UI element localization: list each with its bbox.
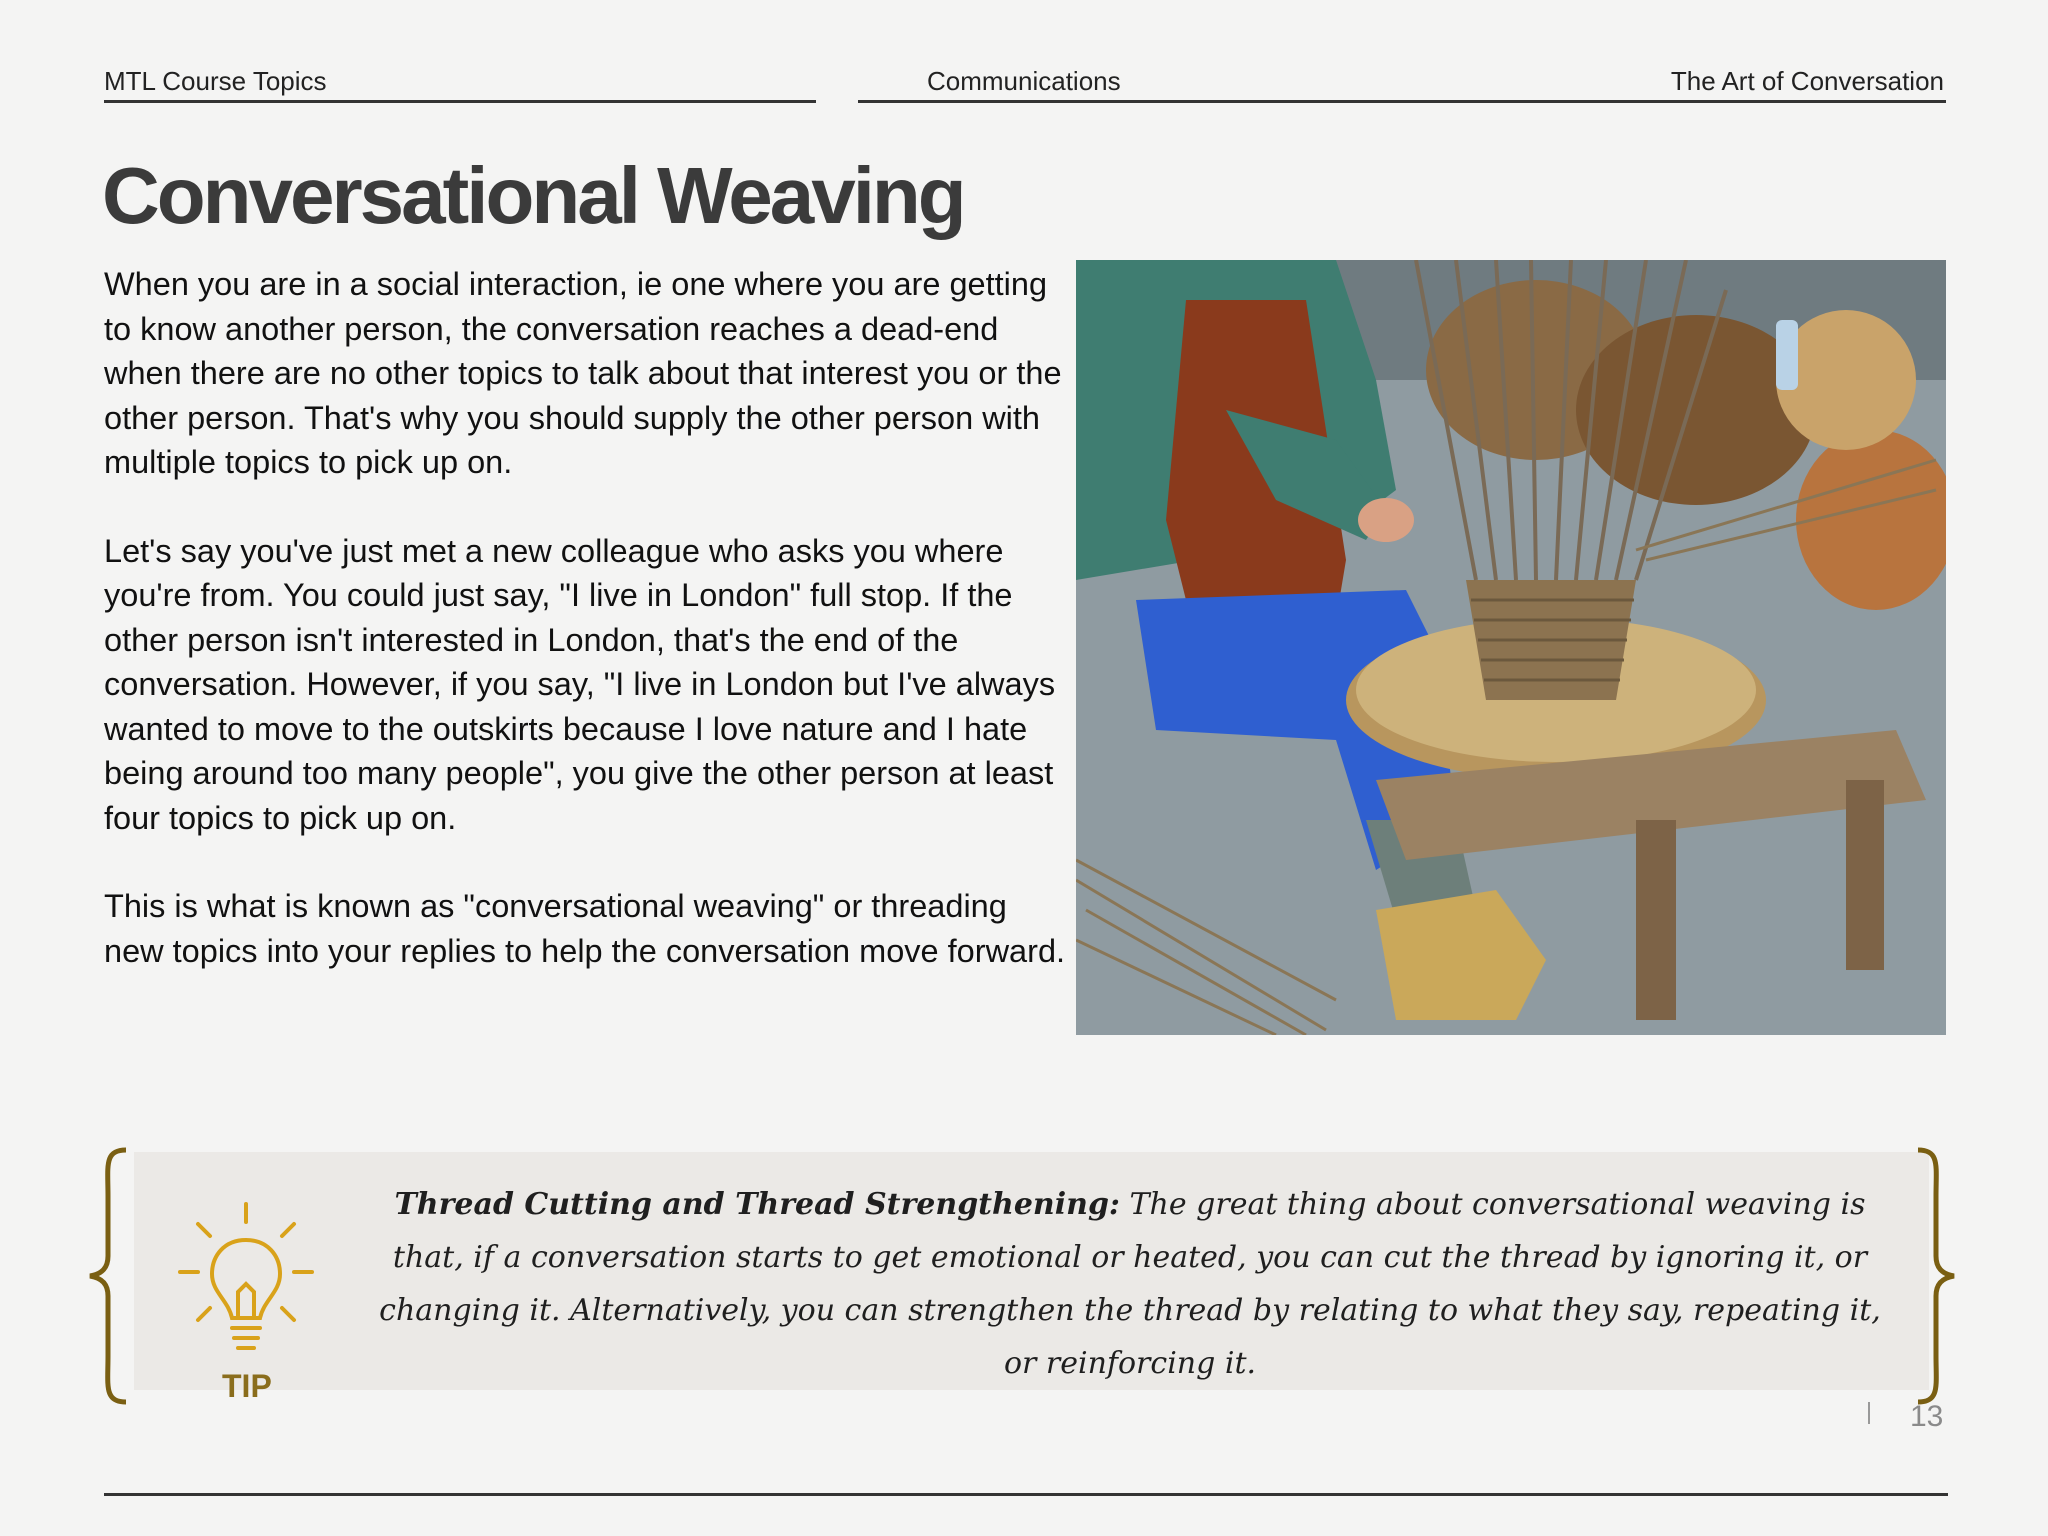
tip-body: The great thing about conversational weaving is that, if a conversation starts to get emotional or heated, you can cut the thread by ignoring it, or changing it. Alternatively, you can strengthen the thread by relating to what they say, repeating it, or reinforcing it. <box>379 1187 1881 1381</box>
header-chapter: The Art of Conversation <box>1670 66 1944 96</box>
paragraph-1: When you are in a social interaction, ie one where you are getting to know another person, the conversation reaches a dead-end when there are no other topics to talk about that interest you or the other person. That's why you should supply the other person with multiple topics to pick up on. <box>104 266 1062 480</box>
tip-heading: Thread Cutting and Thread Strengthening: <box>394 1187 1120 1222</box>
page-title: Conversational Weaving <box>102 151 964 240</box>
paragraph-3: This is what is known as "conversational weaving" or threading new topics into your replies to help the conversation move forward. <box>104 888 1066 969</box>
paragraph-2: Let's say you've just met a new colleague who asks you where you're from. You could just say, "I live in London" full stop. If the other person isn't interested in London, that's the end of the conversation. However, if you say, "I live in London but I've always wanted to move to the outskirts because I love nature and I hate being around too many people", you give the other person at least four topics to pick up on. <box>104 532 1056 836</box>
header-section: Communications <box>927 66 1121 96</box>
page-number: 13 <box>1910 1400 1944 1433</box>
header-divider-left <box>104 100 816 103</box>
tip-text <box>360 1178 1900 1390</box>
header-course-topics: MTL Course Topics <box>104 66 327 96</box>
tip-label: TIP <box>222 1368 272 1404</box>
footer-divider <box>104 1493 1948 1496</box>
right-brace-icon <box>1908 1146 1958 1406</box>
page-number-divider <box>1868 1402 1870 1424</box>
basket-weaving-photo <box>1076 260 1946 1035</box>
header-divider-right <box>858 100 1946 103</box>
basket-weaving-illustration <box>1076 260 1946 1035</box>
left-brace-icon <box>86 1146 136 1406</box>
body-text <box>104 262 1069 1017</box>
lightbulb-icon <box>176 1200 316 1360</box>
